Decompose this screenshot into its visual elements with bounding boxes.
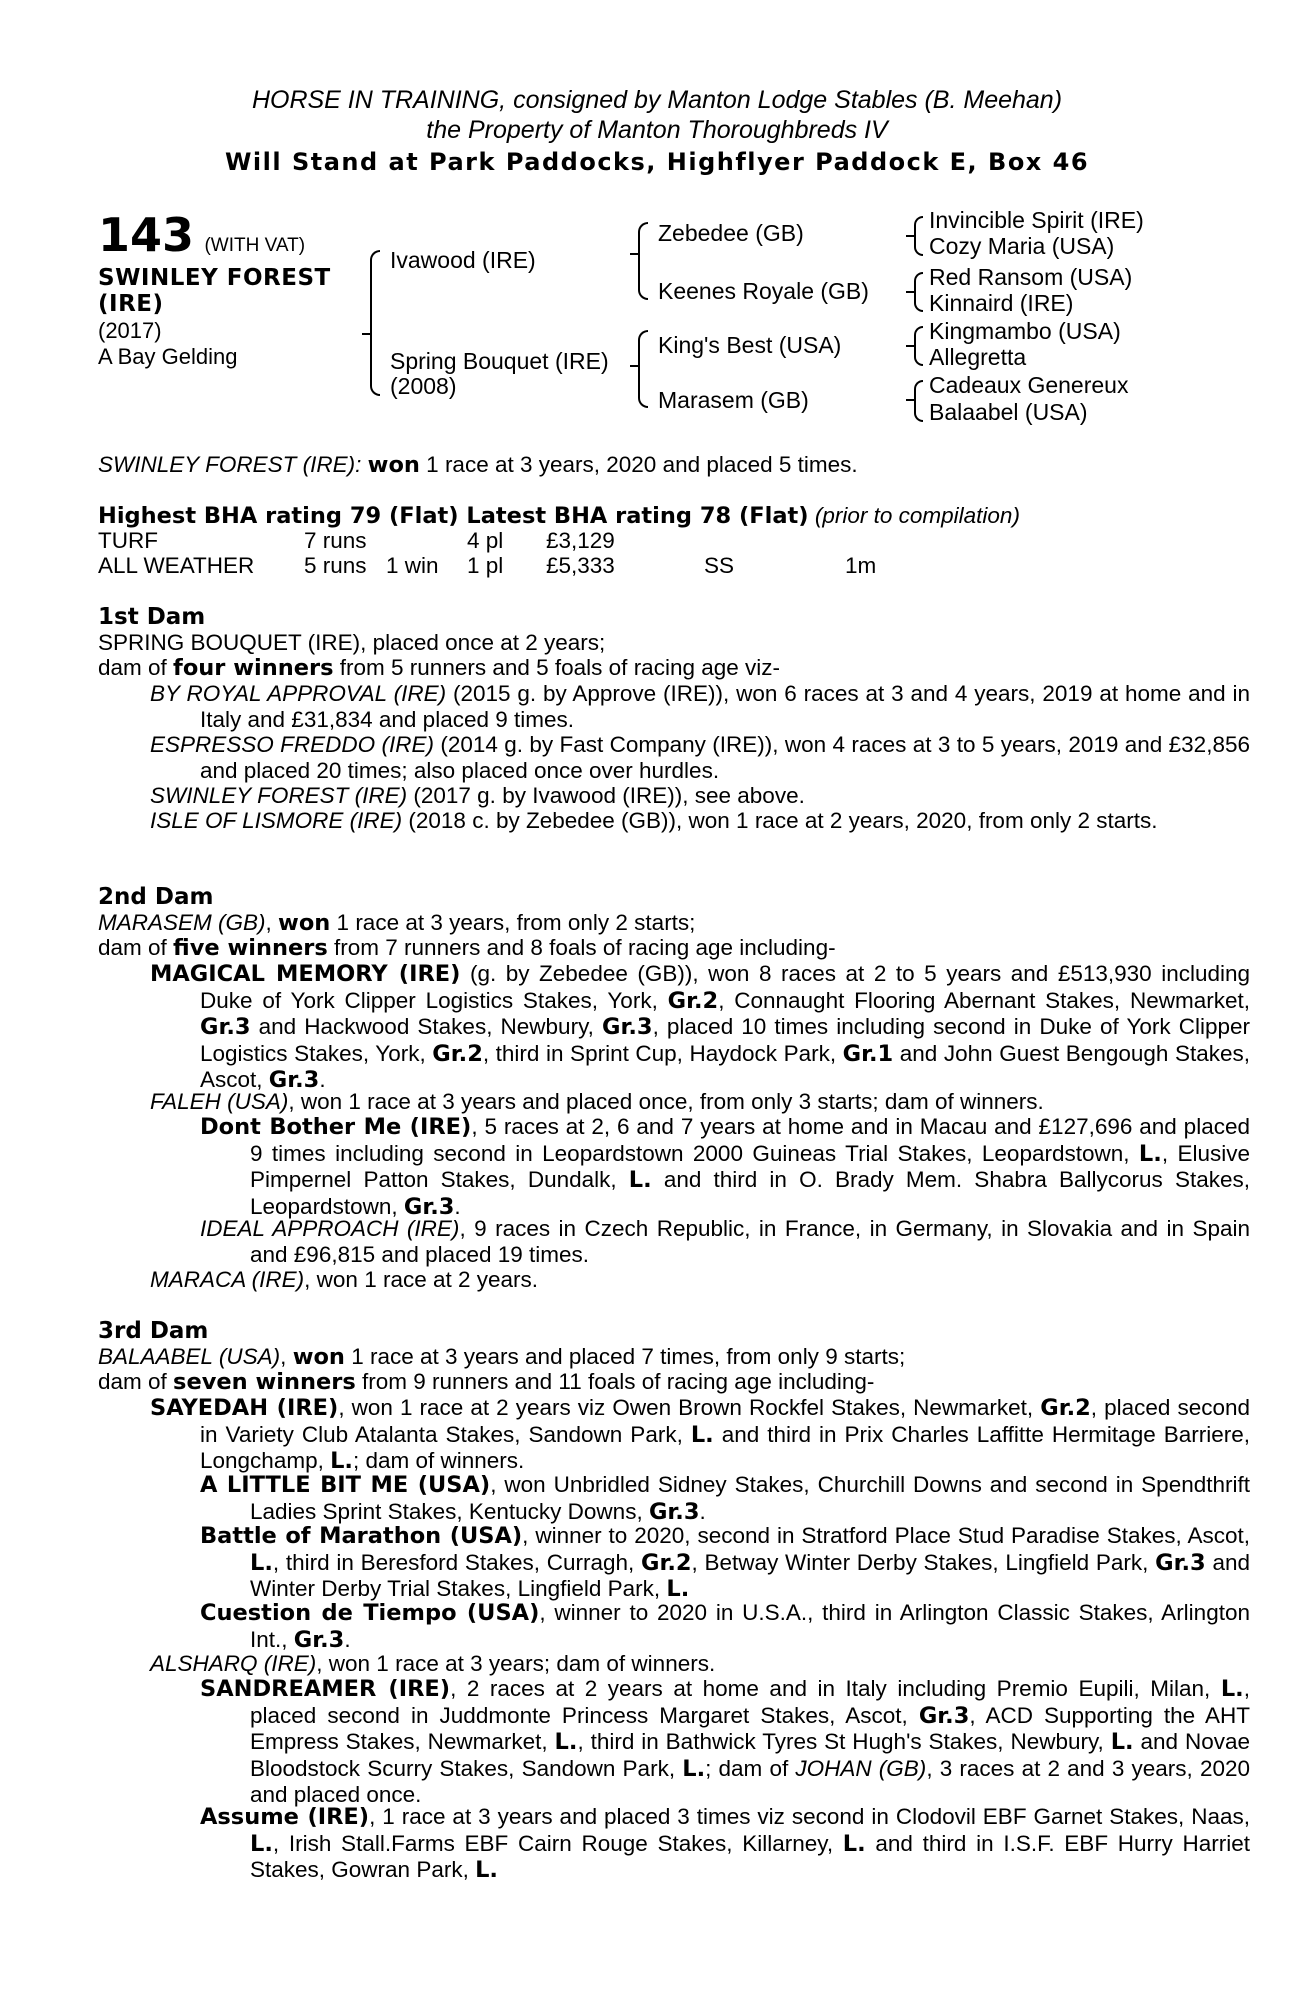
horse-name-line2: (IRE) <box>98 291 164 317</box>
horse-description: A Bay Gelding <box>98 344 238 369</box>
gen3-5: Kingmambo (USA) <box>929 318 1121 344</box>
vat-note: (WITH VAT) <box>204 235 306 256</box>
produce-faleh: FALEH (USA), won 1 race at 3 years and placed once, from only 3 starts; dam of winners. <box>150 1089 1044 1114</box>
third-dam-line: BALAABEL (USA), won 1 race at 3 years and placed 7 times, from only 9 starts; <box>98 1344 906 1370</box>
lot-number-block <box>98 208 305 262</box>
dam-sire: King's Best (USA) <box>658 332 842 358</box>
gen3-1: Invincible Spirit (IRE) <box>929 207 1144 233</box>
produce-swinley-forest: SWINLEY FOREST (IRE) (2017 g. by Ivawood (IRE)), see above. <box>150 783 805 808</box>
dam: Spring Bouquet (IRE) <box>390 348 609 374</box>
produce-sayedah: SAYEDAH (IRE), won 1 race at 2 years viz Owen Brown Rockfel Stakes, Newmarket, Gr.2, placed second in Variety Club Atalanta Stakes, Sandown Park, L. and third in Prix Charles Laffitte Hermitage Barriere, Longchamp, L.; dam of winners. <box>150 1395 1251 1475</box>
location-line: Will Stand at Park Paddocks, Highflyer Paddock E, Box 46 <box>224 148 1090 176</box>
sire: Ivawood (IRE) <box>390 247 536 273</box>
first-dam-heading: 1st Dam <box>98 604 206 630</box>
second-dam-produce-line: dam of five winners from 7 runners and 8 foals of racing age including- <box>98 935 836 961</box>
gen3-8: Balaabel (USA) <box>929 399 1088 425</box>
third-dam-produce-line: dam of seven winners from 9 runners and 11 foals of racing age including- <box>98 1369 875 1395</box>
dam-dam: Marasem (GB) <box>658 387 809 413</box>
third-dam-heading: 3rd Dam <box>98 1318 209 1344</box>
produce-maraca: MARACA (IRE), won 1 race at 2 years. <box>150 1267 539 1292</box>
first-dam-produce-line: dam of four winners from 5 runners and 5 foals of racing age viz- <box>98 655 781 681</box>
produce-dont-bother-me: Dont Bother Me (IRE), 5 races at 2, 6 and 7 years at home and in Macau and £127,696 and placed 9 times including second in Leopardstown 2000 Guineas Trial Stakes, Leopardstown, L., Elusive Pimpernel Patton Stakes, Dundalk, L. and third in O. Brady Mem. Shabra Ballycorus Stakes, Leopardstown, Gr.3. <box>200 1114 1250 1220</box>
horse-name-line1: SWINLEY FOREST <box>98 265 331 291</box>
gen3-7: Cadeaux Genereux <box>929 372 1129 398</box>
produce-isle-of-lismore: ISLE OF LISMORE (IRE) (2018 c. by Zebedee (GB)), won 1 race at 2 years, 2020, from only 2 starts. <box>150 808 1158 833</box>
produce-alsharq: ALSHARQ (IRE), won 1 race at 3 years; dam of winners. <box>150 1651 716 1676</box>
race-summary: SWINLEY FOREST (IRE): won 1 race at 3 years, 2020 and placed 5 times. <box>98 452 858 478</box>
produce-ideal-approach: IDEAL APPROACH (IRE), 9 races in Czech Republic, in France, in Germany, in Slovakia and in Spain and £96,815 and placed 19 times. <box>200 1216 1250 1267</box>
gen3-2: Cozy Maria (USA) <box>929 233 1115 259</box>
gen3-3: Red Ransom (USA) <box>929 264 1133 290</box>
gen3-6: Allegretta <box>929 344 1027 370</box>
produce-a-little-bit-me: A LITTLE BIT ME (USA), won Unbridled Sidney Stakes, Churchill Downs and second in Spendthrift Ladies Sprint Stakes, Kentucky Downs, Gr.3. <box>200 1472 1250 1525</box>
property-line: the Property of Manton Thoroughbreds IV <box>426 116 888 144</box>
bha-ratings: Highest BHA rating 79 (Flat) Latest BHA rating 78 (Flat) (prior to compilation) <box>98 503 1020 529</box>
second-dam-heading: 2nd Dam <box>98 884 214 910</box>
first-dam-line: SPRING BOUQUET (IRE), placed once at 2 years; <box>98 630 606 655</box>
gen3-4: Kinnaird (IRE) <box>929 290 1074 316</box>
second-dam-line: MARASEM (GB), won 1 race at 3 years, from only 2 starts; <box>98 910 696 936</box>
produce-assume: Assume (IRE), 1 race at 3 years and placed 3 times viz second in Clodovil EBF Garnet Stakes, Naas, L., Irish Stall.Farms EBF Cairn Rouge Stakes, Killarney, L. and third in I.S.F. EBF Hurry Harriet Stakes, Gowran Park, L. <box>200 1804 1250 1884</box>
produce-sandreamer: SANDREAMER (IRE), 2 races at 2 years at home and in Italy including Premio Eupili, Milan, L., placed second in Juddmonte Princess Margaret Stakes, Ascot, Gr.3, ACD Supporting the AHT Empress Stakes, Newmarket, L., third in Bathwick Tyres St Hugh's Stakes, Newbury, L. and Novae Bloodstock Scurry Stakes, Sandown Park, L.; dam of JOHAN (GB), 3 races at 2 and 3 years, 2020 and placed once. <box>200 1676 1251 1808</box>
dam-year: (2008) <box>390 373 457 399</box>
foaling-year: (2017) <box>98 318 162 343</box>
produce-magical-memory: MAGICAL MEMORY (IRE) (g. by Zebedee (GB)), won 8 races at 2 to 5 years and £513,930 including Duke of York Clipper Logistics Stakes, York, Gr.2, Connaught Flooring Abernant Stakes, Newmarket, Gr.3 and Hackwood Stakes, Newbury, Gr.3, placed 10 times including second in Duke of York Clipper Logistics Stakes, York, Gr.2, third in Sprint Cup, Haydock Park, Gr.1 and John Guest Bengough Stakes, Ascot, Gr.3. <box>150 961 1251 1094</box>
produce-by-royal-approval: BY ROYAL APPROVAL (IRE) (2015 g. by Approve (IRE)), won 6 races at 3 and 4 years, 2019 at home and in Italy and £31,834 and placed 9 times. <box>150 681 1250 732</box>
produce-cuestion-de-tiempo: Cuestion de Tiempo (USA), winner to 2020 in U.S.A., third in Arlington Classic Stakes, Arlington Int., Gr.3. <box>200 1600 1250 1653</box>
produce-battle-of-marathon: Battle of Marathon (USA), winner to 2020, second in Stratford Place Stud Paradise Stakes, Ascot, L., third in Beresford Stakes, Curragh, Gr.2, Betway Winter Derby Stakes, Lingfield Park, Gr.3 and Winter Derby Trial Stakes, Lingfield Park, L. <box>200 1523 1250 1603</box>
lot-number: 143 <box>98 208 195 262</box>
sire-dam: Keenes Royale (GB) <box>658 278 869 304</box>
produce-espresso-freddo: ESPRESSO FREDDO (IRE) (2014 g. by Fast Company (IRE)), won 4 races at 3 to 5 years, 2019 and £32,856 and placed 20 times; also placed once over hurdles. <box>150 732 1250 783</box>
consignment-line: HORSE IN TRAINING, consigned by Manton Lodge Stables (B. Meehan) <box>251 86 1063 114</box>
sire-sire: Zebedee (GB) <box>658 220 804 246</box>
